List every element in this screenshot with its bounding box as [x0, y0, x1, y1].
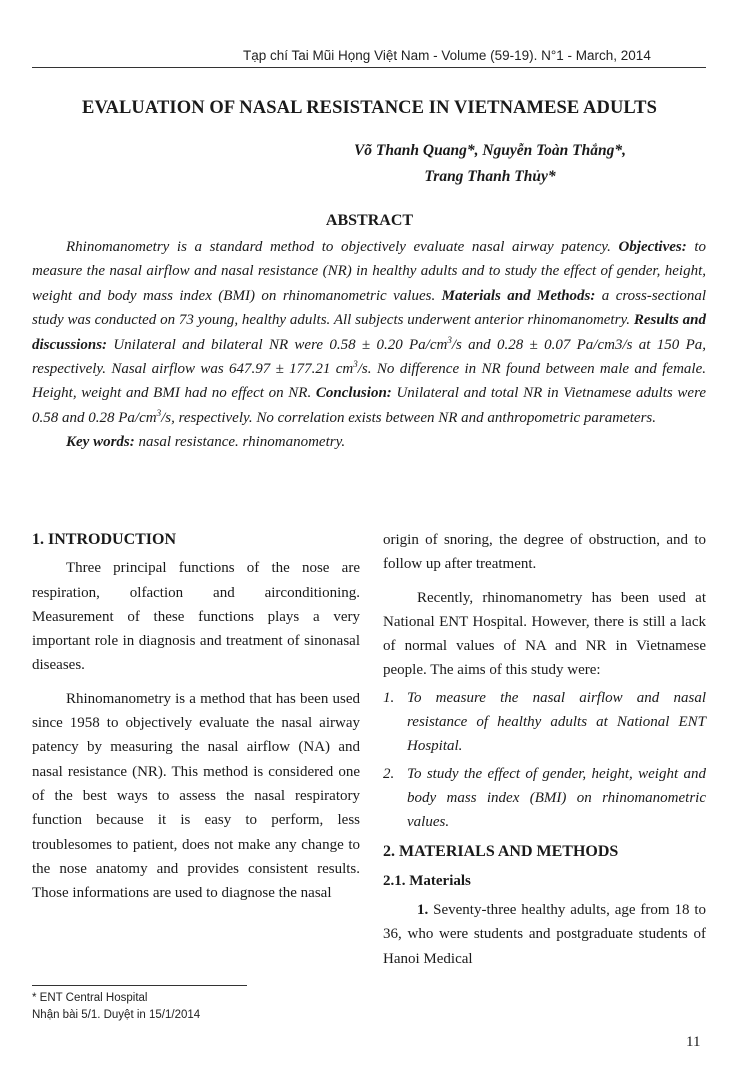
materials-number: 1.	[417, 902, 429, 919]
abstract-heading: ABSTRACT	[325, 212, 414, 229]
intro-paragraph-2: Rhinomanometry is a method that has been used since 1958 to objectively evaluate the nasal airway patency by measuring the nasal airflow (NA) and nasal resistance (NR). This method is considered one of the best ways to assess the nasal respiratory function because it is easy to perform, less troublesomes to patient, does not make any change to the nose anatomy and provides consistent results. Those informations are used to diagnose the nasal	[32, 690, 360, 902]
keywords-text: nasal resistance. rhinomanometry.	[134, 434, 346, 451]
conclusion-label: Conclusion:	[315, 385, 392, 402]
journal-header: Tạp chí Tai Mũi Họng Việt Nam - Volume (59-19). N°1 - March, 2014	[243, 48, 651, 63]
introduction-heading: 1. INTRODUCTION	[32, 531, 177, 548]
aim-text: To study the effect of gender, height, weight and body mass index (BMI) on rhinomanometric values.	[407, 765, 706, 831]
results-text-2: /s and 0.28 ± 0.07 Pa/cm3/s at 150 Pa, respectively. Nasal airflow was 647.97 ± 177.21 cm	[32, 336, 706, 378]
aim-number: 1.	[383, 689, 395, 706]
results-sup-2: 3	[353, 359, 358, 370]
header-divider	[32, 67, 706, 68]
conclusion-sup: 3	[156, 407, 162, 418]
aim-number: 2.	[383, 765, 395, 782]
intro-paragraph-1: Three principal functions of the nose are respiration, olfaction and airconditioning. Measurement of these functions plays a very important role in diagnosis and treatment of sinonasal diseases.	[32, 560, 360, 674]
footnote-divider	[32, 985, 247, 986]
abstract-paragraph	[32, 235, 706, 430]
page-number: 11	[686, 1034, 701, 1050]
results-text-3: /s. No difference in NR found between male and female. Height, weight and BMI had no effect on NR.	[32, 361, 706, 402]
authors	[300, 138, 680, 190]
methods-heading: 2. MATERIALS AND METHODS	[383, 842, 619, 860]
left-column	[32, 528, 360, 905]
intro-paragraph-3: Recently, rhinomanometry has been used at National ENT Hospital. However, there is still a lack of normal values of NA and NR in Vietnamese people. The aims of this study were:	[383, 589, 706, 679]
materials-text: Seventy-three healthy adults, age from 18 to 36, who were students and postgraduate students of Hanoi Medical	[383, 902, 706, 967]
methods-text: a cross-sectional study was conducted on 73 young, healthy adults. All subjects underwent anterior rhinomanometry.	[32, 287, 707, 329]
results-text-1: Unilateral and bilateral NR were 0.58 ± 0.20 Pa/cm	[107, 336, 448, 353]
aim-item-1	[383, 686, 706, 759]
objectives-text: to measure the nasal airflow and nasal resistance (NR) in healthy adults and to study the effect of gender, height, weight and body mass index (BMI) on rhinomanometric values.	[32, 239, 707, 304]
footnote-dates: Nhận bài 5/1. Duyệt in 15/1/2014	[32, 1009, 201, 1021]
materials-heading: 2.1. Materials	[383, 872, 471, 889]
right-column	[383, 528, 706, 971]
authors-line-1: Võ Thanh Quang*, Nguyễn Toàn Thắng*,	[353, 142, 627, 159]
conclusion-text-1: Unilateral and total NR in Vietnamese adults were 0.58 and 0.28 Pa/cm	[32, 385, 707, 426]
results-label: Results and discussions:	[32, 312, 707, 353]
aim-item-2	[383, 762, 706, 835]
abstract-intro: Rhinomanometry is a standard method to objectively evaluate nasal airway patency.	[66, 239, 611, 255]
conclusion-text-2: /s, respectively. No correlation exists between NR and anthropometric parameters.	[161, 409, 656, 426]
results-sup-1: 3	[447, 334, 452, 345]
intro-continuation: origin of snoring, the degree of obstruction, and to follow up after treatment.	[383, 532, 706, 573]
paper-title: EVALUATION OF NASAL RESISTANCE IN VIETNAMESE ADULTS	[82, 98, 657, 118]
abstract-body	[32, 235, 706, 455]
aim-text: To measure the nasal airflow and nasal resistance of healthy adults at National ENT Hospital.	[407, 689, 706, 755]
authors-line-2: Trang Thanh Thủy*	[424, 168, 556, 185]
methods-label: Materials and Methods:	[441, 287, 596, 304]
keywords-line	[32, 430, 706, 454]
footnote	[32, 990, 200, 1024]
keywords-label: Key words:	[66, 434, 135, 451]
footnote-affiliation: * ENT Central Hospital	[32, 992, 148, 1004]
objectives-label: Objectives:	[618, 239, 687, 255]
materials-paragraph	[383, 898, 706, 971]
